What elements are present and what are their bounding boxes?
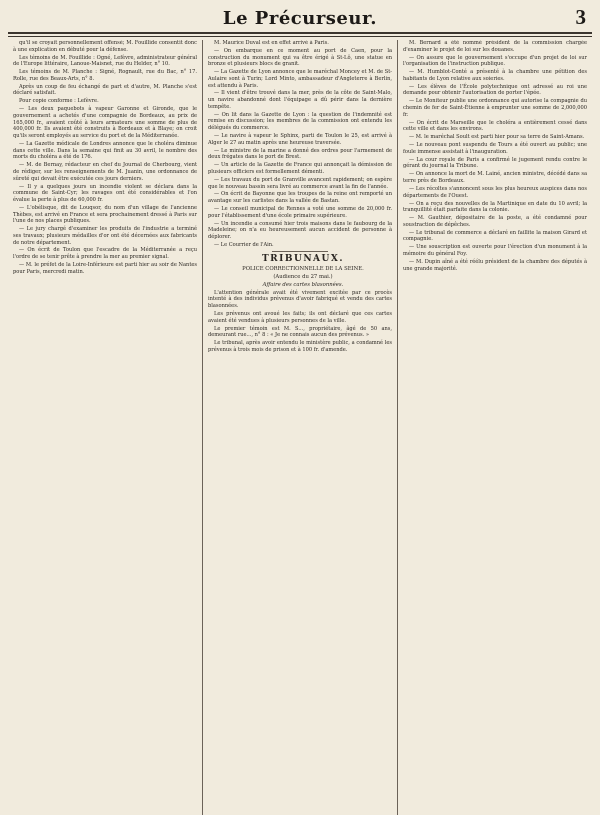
masthead-rule	[8, 36, 592, 37]
article-paragraph: — La cour royale de Paris a confirmé le jugement rendu contre le gérant du journal la Tribune.	[403, 156, 587, 170]
article-paragraph: — Les élèves de l'École polytechnique ont adressé au roi une demande pour obtenir l'autorisation de porter l'épée.	[403, 83, 587, 97]
article-paragraph: — On embarque en ce moment au port de Caen, pour la construction du monument qui va être érigé à St-Lô, une statue en bronze et plusieurs blocs de granit.	[208, 47, 392, 68]
column-3	[397, 40, 592, 815]
article-paragraph: — Le Courrier de l'Ain.	[214, 241, 274, 248]
article-paragraph: Pour copie conforme : Lefèvre.	[19, 98, 99, 105]
article-paragraph: — On a reçu des nouvelles de la Martinique en date du 10 avril; la tranquillité était parfaite dans la colonie.	[403, 200, 587, 214]
section-divider	[272, 251, 327, 252]
article-paragraph: — Les récoltes s'annoncent sous les plus heureux auspices dans nos départements de l'Ouest.	[403, 185, 587, 199]
article-paragraph: — Le tribunal de commerce a déclaré en faillite la maison Girard et compagnie.	[403, 229, 587, 243]
article-paragraph: — Un incendie a consumé hier trois maisons dans le faubourg de la Madeleine; on n'a eu heureusement aucun accident de personne à déplorer.	[208, 220, 392, 241]
article-paragraph: — Il vient d'être trouvé dans la mer, près de la côte de Saint-Malo, un navire abandonné dont l'équipage a dû périr dans la dernière tempête.	[208, 90, 392, 110]
article-paragraph: — On écrit de Bayonne que les troupes de la reine ont remporté un avantage sur les carlistes dans la vallée de Bastan.	[208, 191, 392, 205]
article-paragraph: — Le ministre de la marine a donné des ordres pour l'armement de deux frégates dans le port de Brest.	[208, 147, 392, 161]
article-paragraph: — Une souscription est ouverte pour l'érection d'un monument à la mémoire du général Foy.	[403, 244, 587, 258]
article-paragraph: — On écrit de Marseille que le choléra a entièrement cessé dans cette ville et dans les environs.	[403, 119, 587, 133]
column-1	[8, 40, 202, 815]
article-paragraph: — Les travaux du port de Granville avancent rapidement; on espère que le nouveau bassin sera livré au commerce avant la fin de l'année.	[208, 176, 392, 190]
session-date: (Audience du 27 mai.)	[273, 273, 333, 280]
article-paragraph: Les témoins de M. Fouillide : Ogné, Lefèvre, administrateur général de l'Europe littéraire, Lanoue-Maisnet, rue du Helder, n° 10.	[13, 54, 197, 68]
article-paragraph: — M. Humblot-Conté a présenté à la chambre une pétition des habitants de Lyon relative aux soieries.	[403, 69, 587, 82]
article-paragraph: qu'il se croyait personnellement offensé; M. Fouillide consentit donc à une explication en débuté pour la défense.	[13, 40, 197, 53]
article-paragraph: — On assure que le gouvernement s'occupe d'un projet de loi sur l'organisation de l'instruction publique.	[403, 54, 587, 68]
article-paragraph: — Le Moniteur publie une ordonnance qui autorise la compagnie du chemin de fer de Saint-Étienne à emprunter une somme de 2,000,000 fr.	[403, 98, 587, 118]
article-paragraph: — Les deux paquebots à vapeur Garonne et Gironde, que le gouvernement a achetés d'une compagnie de Bordeaux, au prix de 165,000 fr., avaient coûté à leurs armateurs une somme de plus de 400,000 fr. Ils avaient été construits à Bordeaux et à Blaye; on croit qu'ils seront employés au service du port et de la Méditerranée.	[13, 106, 197, 140]
article-paragraph: — M. Gauthier, dépositaire de la poste, a été condamné pour soustraction de dépêches.	[403, 215, 587, 228]
article-paragraph: M. Bernard a été nommé président de la commission chargée d'examiner le projet de loi sur les douanes.	[403, 40, 587, 53]
article-paragraph: Le premier témoin est M. S..., propriétaire, âgé de 50 ans, demeurant rue..., n° 8 : « Je ne connais aucun des prévenus. »	[208, 325, 392, 339]
article-paragraph: — Le navire à vapeur le Sphinx, parti de Toulon le 25, est arrivé à Alger le 27 au matin après une heureuse traversée.	[208, 133, 392, 146]
article-paragraph: Les prévenus ont avoué les faits; ils ont déclaré que ces cartes avaient été vendues à plusieurs personnes de la ville.	[208, 311, 392, 324]
article-paragraph: — M. le maréchal Soult est parti hier pour sa terre de Saint-Amans.	[409, 134, 585, 141]
court-name: POLICE CORRECTIONNELLE DE LA SEINE.	[242, 265, 364, 272]
article-paragraph: — On lit dans la Gazette de Lyon : la question de l'indemnité est remise en discussion; les membres de la commission ont entendu les délégués du commerce.	[208, 111, 392, 132]
article-paragraph: — M. de Bernay, rédacteur en chef du Journal de Cherbourg, vient de rédiger, sur les renseignements de M. Juanin, une ordonnance de sûreté qui devait être exécutée ces jours derniers.	[13, 162, 197, 182]
article-paragraph: — L'obélisque, dit de Louqsor, du nom d'un village de l'ancienne Thèbes, est arrivé en France et sera prochainement dressé à Paris sur l'une de nos places publiques.	[13, 204, 197, 225]
masthead	[8, 4, 592, 34]
article-paragraph: Après un coup de feu échangé de part et d'autre, M. Planche s'est déclaré satisfait.	[13, 83, 197, 97]
article-paragraph: M. Maurice Duval est en effet arrivé à Paris.	[214, 40, 329, 46]
section-title: TRIBUNAUX.	[261, 253, 345, 264]
article-paragraph: — Il y a quelques jours un incendie violent se déclara dans la commune de Saint-Cyr; les ravages ont été considérables et l'on évalue la perte à plus de 60,000 fr.	[13, 183, 197, 203]
article-paragraph: — La Gazette de Lyon annonce que le maréchal Moncey et M. de St-Aulaire sont à Turin; Lord Minto, ambassadeur d'Angleterre à Berlin, est attendu à Paris.	[208, 69, 392, 89]
article-paragraph: — Le jury chargé d'examiner les produits de l'industrie a terminé ses travaux; plusieurs médailles d'or ont été décernées aux fabricants de notre département.	[13, 226, 197, 246]
article-paragraph: Les témoins de M. Planche : Signé, Rognault, rue du Bac, n° 17. Rolle, rue des Beaux-Arts, n° 8.	[13, 69, 197, 82]
article-paragraph: — Le conseil municipal de Rennes a voté une somme de 20,000 fr. pour l'établissement d'une école primaire supérieure.	[208, 206, 392, 219]
article-paragraph: — Le nouveau pont suspendu de Tours a été ouvert au public; une foule immense assistait à l'inauguration.	[403, 142, 587, 155]
article-paragraph: — M. Dupin aîné a été réélu président de la chambre des députés à une grande majorité.	[403, 258, 587, 272]
article-paragraph: Le tribunal, après avoir entendu le ministère public, a condamné les prévenus à trois mois de prison et à 100 fr. d'amende.	[208, 340, 392, 353]
article-paragraph: — M. le préfet de la Loire-Inférieure est parti hier au soir de Nantes pour Paris, mercredi matin.	[13, 262, 197, 275]
article-paragraph: L'attention générale avait été vivement excitée par ce procès intenté à des individus prévenus d'avoir fabriqué et vendu des cartes blasonnées.	[208, 289, 392, 310]
article-paragraph: — La Gazette médicale de Londres annonce que le choléra diminue dans cette ville. Dans la semaine qui finit au 30 avril, le nombre des morts du choléra a été de 176.	[13, 140, 197, 161]
article-paragraph: — Un article de la Gazette de France qui annonçait la démission de plusieurs officiers est formellement démenti.	[208, 162, 392, 175]
text-columns	[8, 40, 592, 815]
article-paragraph: — On annonce la mort de M. Lainé, ancien ministre, décédé dans sa terre près de Bordeaux.	[403, 171, 587, 185]
case-title: Affaire des cartes blasonnées.	[262, 281, 344, 288]
column-2	[202, 40, 397, 815]
article-paragraph: — On écrit de Toulon que l'escadre de la Méditerranée a reçu l'ordre de se tenir prête à prendre la mer au premier signal.	[13, 247, 197, 261]
newspaper-title: Le Précurseur.	[222, 7, 378, 29]
page-number: 3	[575, 5, 586, 29]
